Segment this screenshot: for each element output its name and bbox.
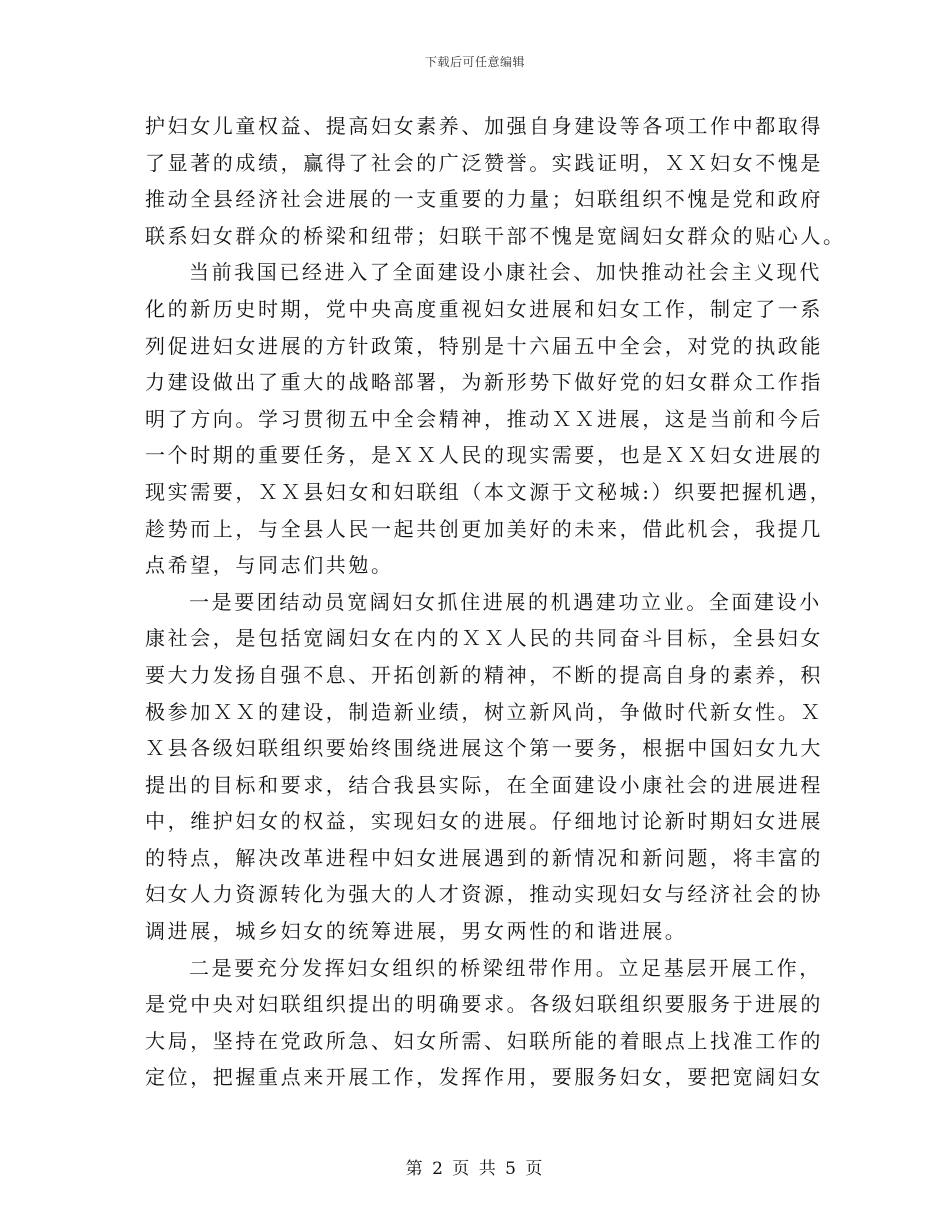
text-line: 化的新历史时期，党中央高度重视妇女进展和妇女工作，制定了一系 xyxy=(145,296,823,321)
header-note: 下载后可任意编辑 xyxy=(424,55,525,69)
page-header xyxy=(0,53,950,70)
text-line: 趁势而上，与全县人民一起共创更加美好的未来，借此机会，我提几 xyxy=(145,516,823,541)
text-line: 联系妇女群众的桥梁和纽带；妇联干部不愧是宽阔妇女群众的贴心人。 xyxy=(145,223,846,248)
document-body xyxy=(145,108,846,1096)
text-line: 明了方向。学习贯彻五中全会精神，推动ＸＸ进展，这是当前和今后 xyxy=(145,406,823,431)
text-line: 定位，把握重点来开展工作，发挥作用，要服务妇女，要把宽阔妇女 xyxy=(145,1065,823,1090)
text-line: 极参加ＸＸ的建设，制造新业绩，树立新风尚，争做时代新女性。Ｘ xyxy=(145,699,823,724)
paragraph xyxy=(145,108,846,254)
paragraph xyxy=(145,254,833,583)
text-line: 一个时期的重要任务，是ＸＸ人民的现实需要，也是ＸＸ妇女进展的 xyxy=(145,443,823,468)
text-line: 护妇女儿童权益、提高妇女素养、加强自身建设等各项工作中都取得 xyxy=(145,114,823,138)
text-line: 康社会，是包括宽阔妇女在内的ＸＸ人民的共同奋斗目标，全县妇女 xyxy=(145,626,823,651)
text-line: 列促进妇女进展的方针政策，特别是十六届五中全会，对党的执政能 xyxy=(145,333,823,358)
text-line: 二是要充分发挥妇女组织的桥梁纽带作用。立足基层开展工作， xyxy=(189,955,822,980)
text-line: 现实需要，ＸＸ县妇女和妇联组（本文源于文秘城:）织要把握机遇， xyxy=(145,479,833,504)
page-number: 第 2 页 共 5 页 xyxy=(405,1159,545,1179)
paragraph xyxy=(145,584,823,950)
text-line: 一是要团结动员宽阔妇女抓住进展的机遇建功立业。全面建设小 xyxy=(189,589,822,614)
text-line: 妇女人力资源转化为强大的人才资源，推动实现妇女与经济社会的协 xyxy=(145,882,823,907)
text-line: 了显著的成绩，赢得了社会的广泛赞誉。实践证明，ＸＸ妇女不愧是 xyxy=(145,150,823,175)
text-line: 当前我国已经进入了全面建设小康社会、加快推动社会主义现代 xyxy=(189,260,822,285)
text-line: 力建设做出了重大的战略部署，为新形势下做好党的妇女群众工作指 xyxy=(145,370,823,395)
text-line: 是党中央对妇联组织提出的明确要求。各级妇联组织要服务于进展的 xyxy=(145,992,823,1017)
text-line: 大局，坚持在党政所急、妇女所需、妇联所能的着眼点上找准工作的 xyxy=(145,1028,823,1053)
text-line: 调进展，城乡妇女的统筹进展，男女两性的和谐进展。 xyxy=(145,919,688,944)
text-line: 推动全县经济社会进展的一支重要的力量；妇联组织不愧是党和政府 xyxy=(145,187,823,212)
paragraph xyxy=(145,950,823,1096)
text-line: 点希望，与同志们共勉。 xyxy=(145,553,394,578)
text-line: 提出的目标和要求，结合我县实际，在全面建设小康社会的进展进程 xyxy=(145,772,823,797)
text-line: 要大力发扬自强不息、开拓创新的精神，不断的提高自身的素养，积 xyxy=(145,662,823,687)
text-line: 中，维护妇女的权益，实现妇女的进展。仔细地讨论新时期妇女进展 xyxy=(145,809,823,834)
page-footer xyxy=(0,1154,950,1179)
text-line: 的特点，解决改革进程中妇女进展遇到的新情况和新问题，将丰富的 xyxy=(145,845,823,870)
text-line: Ｘ县各级妇联组织要始终围绕进展这个第一要务，根据中国妇女九大 xyxy=(145,736,823,761)
